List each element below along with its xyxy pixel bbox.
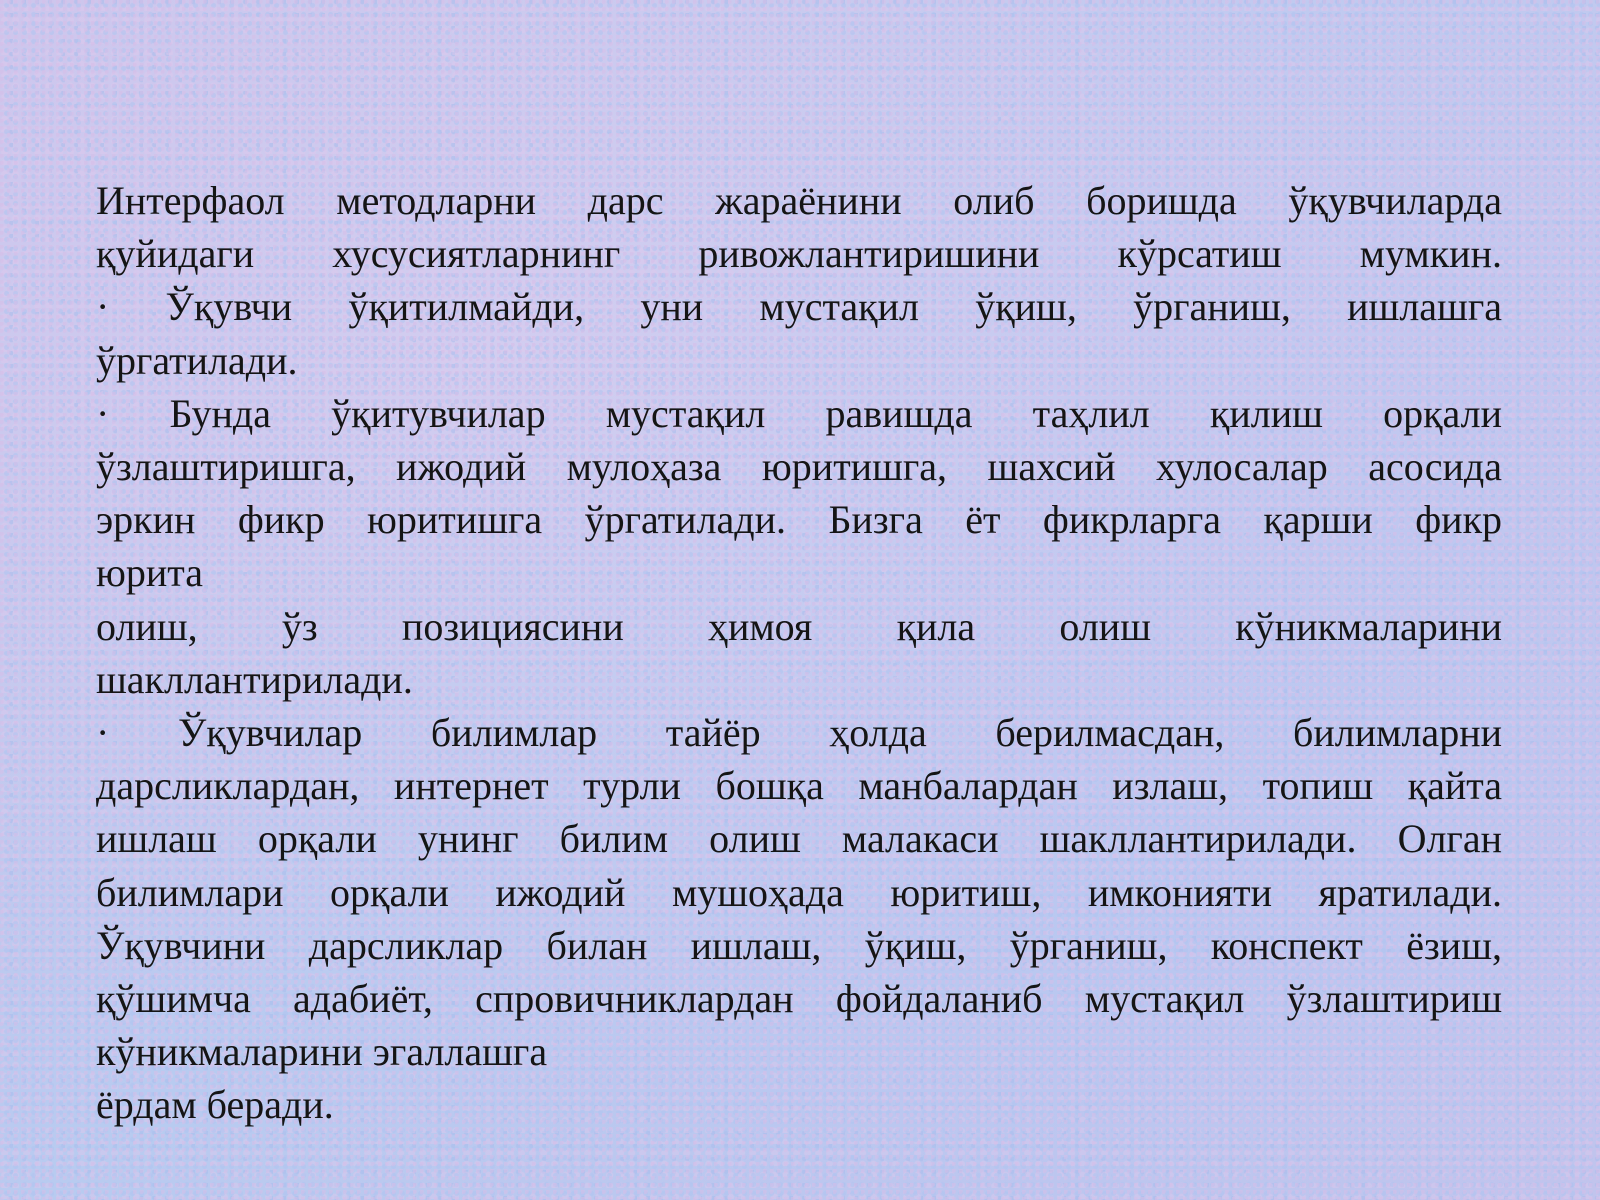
bullet-2-line-1: · Бунда ўқитувчилар мустақил равишда таҳлил қилиш орқали: [96, 390, 1502, 436]
bullet-3-line-5: Ўқувчини дарсликлар билан ишлаш, ўқиш, ўрганиш, конспект ёзиш,: [96, 922, 1502, 968]
bullet-2-line-5: олиш, ўз позициясини ҳимоя қила олиш кўникмаларини: [96, 603, 1502, 649]
slide-text-body: [96, 174, 1502, 1132]
bullet-3-line-6: қўшимча адабиёт, спровичниклардан фойдаланиб мустақил ўзлаштириш: [96, 976, 1502, 1022]
bullet-1-line-1: · Ўқувчи ўқитилмайди, уни мустақил ўқиш, ўрганиш, ишлашга: [96, 284, 1502, 330]
bullet-3-line-7: кўникмаларини эгаллашга: [96, 1029, 548, 1075]
bullet-3-line-4: билимлари орқали ижодий мушоҳада юритиш, имконияти яратилади.: [96, 869, 1502, 915]
text-line-1: Интерфаол методларни дарс жараёнини олиб боришда ўқувчиларда: [96, 178, 1502, 223]
bullet-3-line-1: · Ўқувчилар билимлар тайёр ҳолда берилмасдан, билимларни: [96, 710, 1502, 756]
bullet-1-line-2: ўргатилади.: [96, 337, 298, 383]
bullet-3-line-3: ишлаш орқали унинг билим олиш малакаси шакллантирилади. Олган: [96, 816, 1502, 862]
bullet-3-line-8: ёрдам беради.: [96, 1082, 334, 1128]
bullet-2-line-6: шакллантирилади.: [96, 656, 413, 702]
bullet-3-line-2: дарсликлардан, интернет турли бошқа манбалардан излаш, топиш қайта: [96, 763, 1502, 809]
text-line-2: қуйидаги хусусиятларнинг ривожлантиришини кўрсатиш мумкин.: [96, 231, 1502, 277]
bullet-2-line-2: ўзлаштиришга, ижодий мулоҳаза юритишга, шахсий хулосалар асосида: [96, 444, 1502, 490]
bullet-2-line-3: эркин фикр юритишга ўргатилади. Бизга ёт фикрларга қарши фикр: [96, 497, 1502, 543]
bullet-2-line-4: юрита: [96, 550, 204, 596]
